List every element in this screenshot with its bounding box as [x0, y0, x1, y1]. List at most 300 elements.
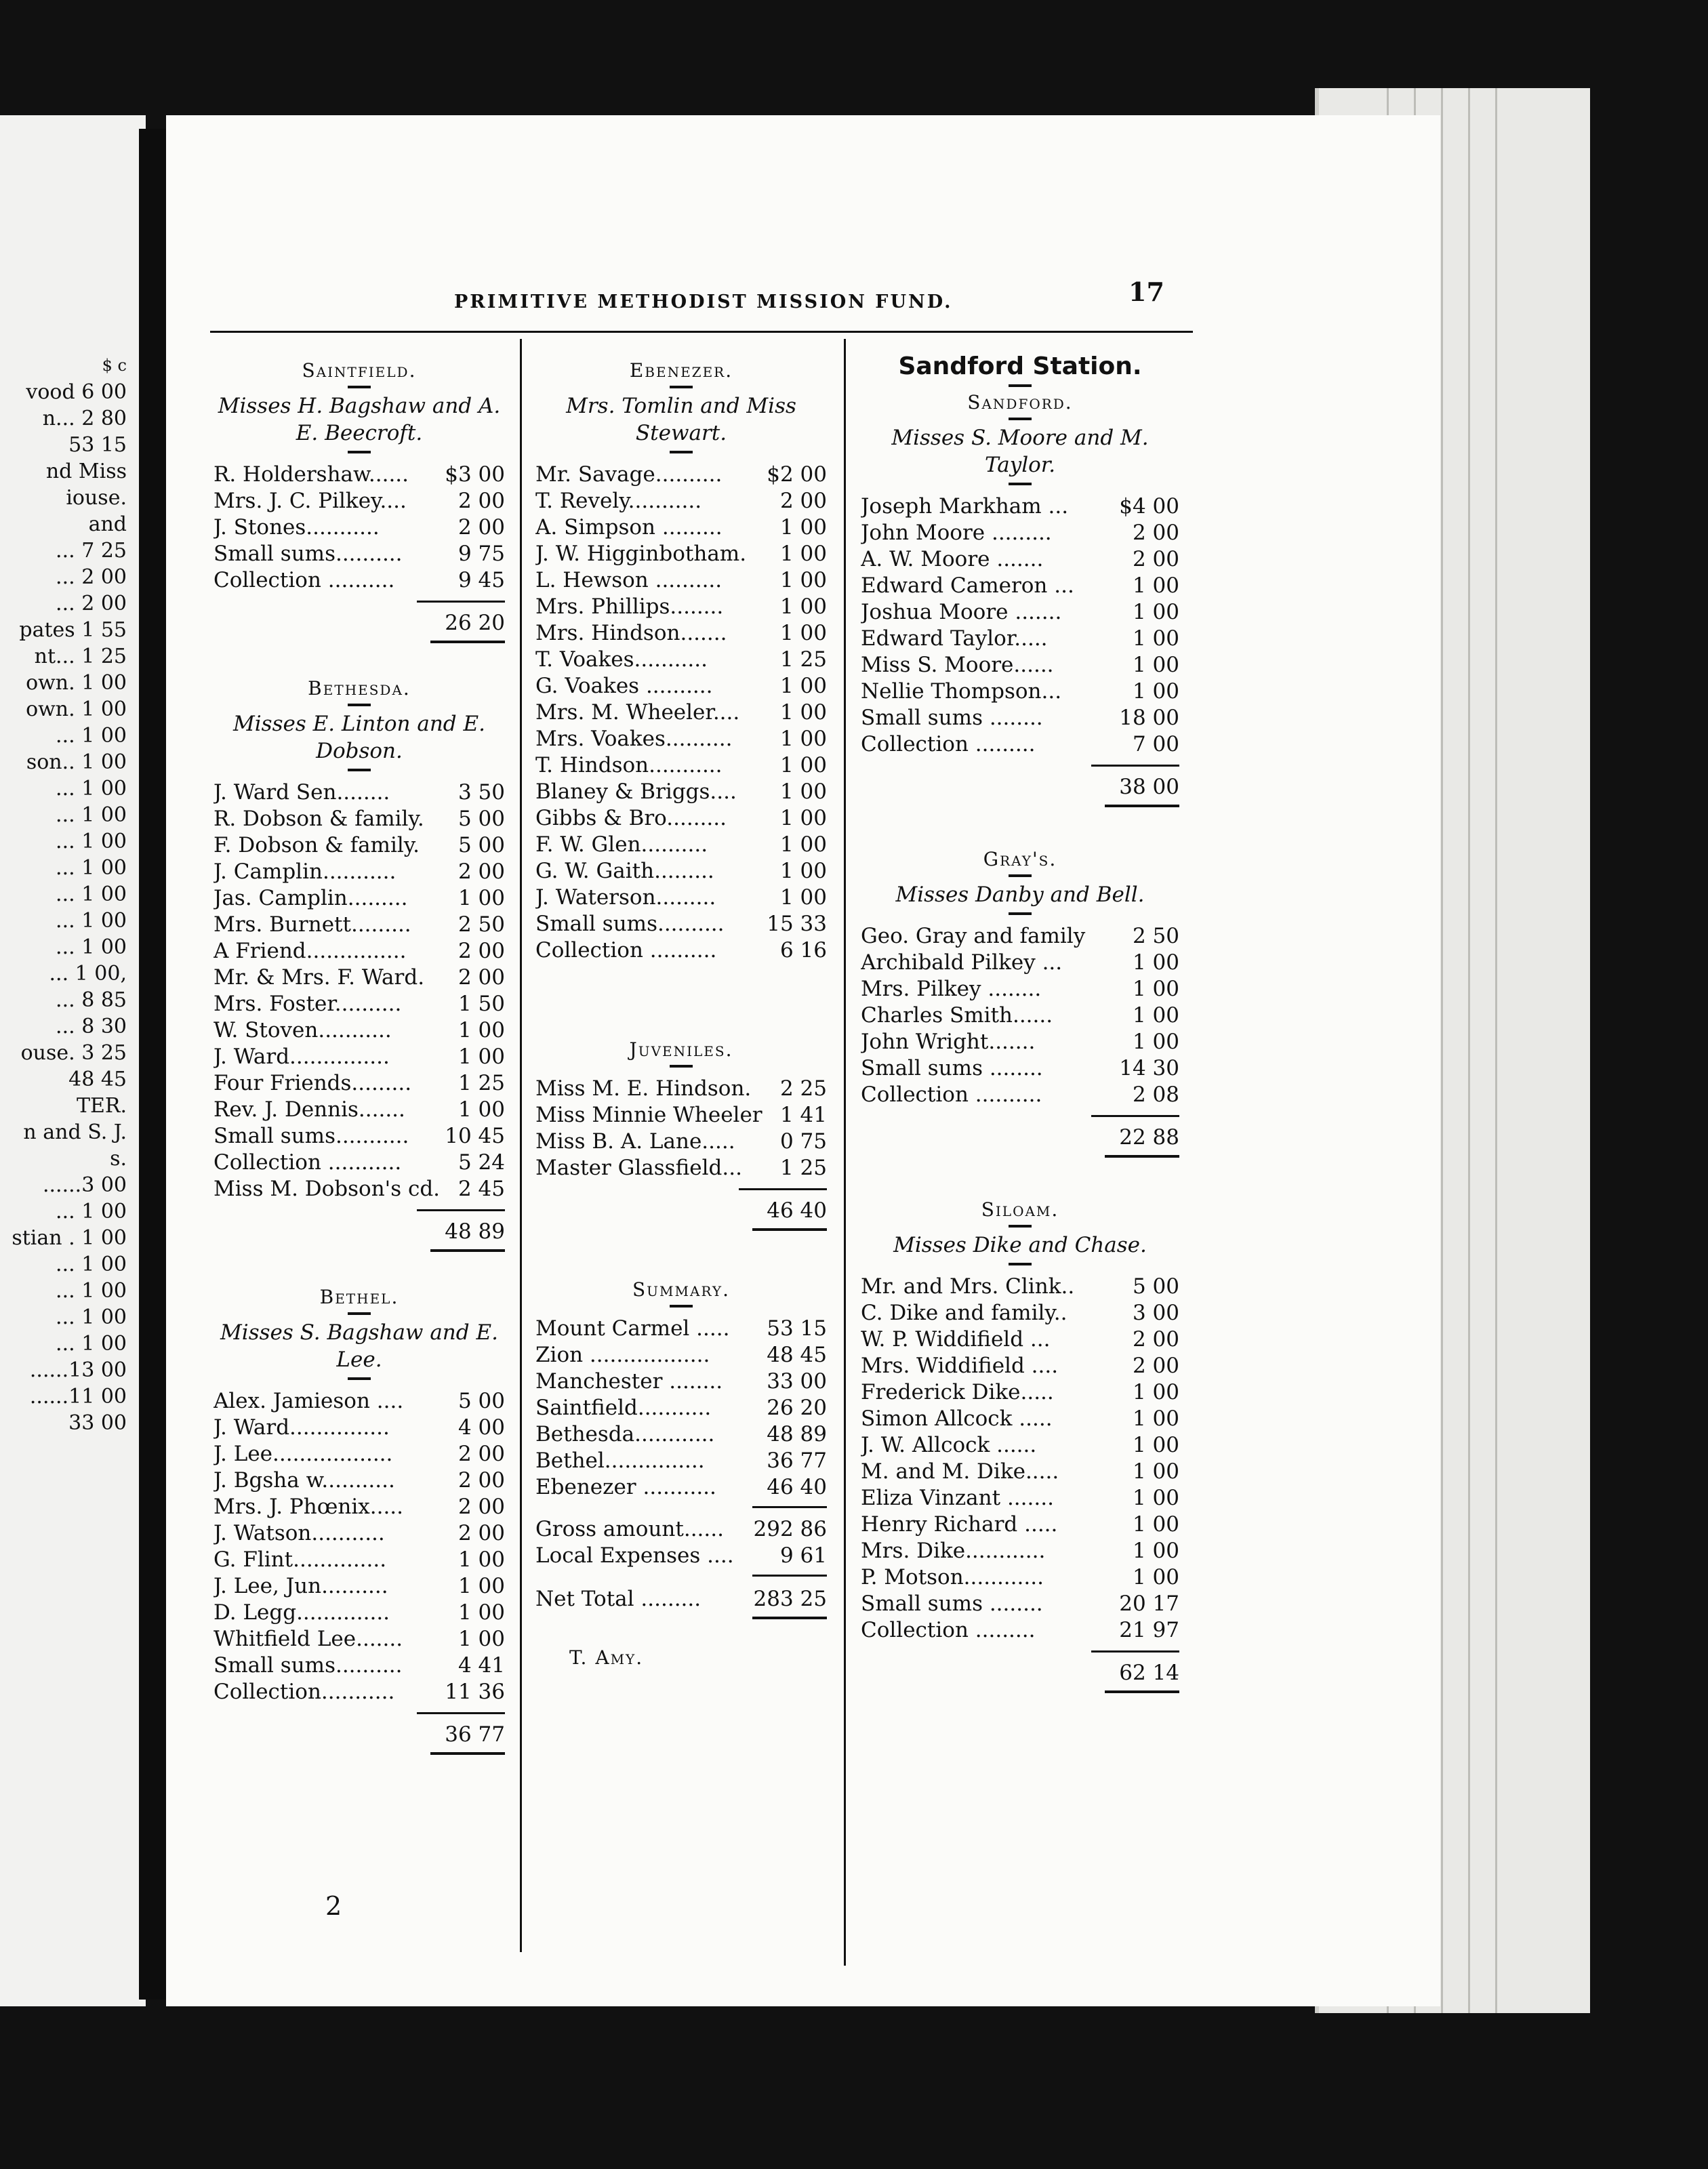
contribution-amount: 1 00: [1132, 1539, 1179, 1563]
contributor-name: Mrs. Dike............: [861, 1539, 1046, 1563]
contributor-name: Simon Allcock .....: [861, 1406, 1053, 1431]
contribution-amount: 283 25: [753, 1587, 827, 1611]
contribution-amount: 1 00: [1132, 679, 1179, 704]
section-title: Bethel.: [319, 1286, 399, 1308]
contribution-amount: 5 24: [458, 1150, 505, 1175]
contribution-list: [214, 1388, 505, 1705]
contributor-name: Nellie Thompson...: [861, 679, 1062, 704]
title-dash: [1009, 1263, 1032, 1265]
contribution-amount: 2 00: [1132, 1327, 1179, 1352]
contributor-name: Mr. & Mrs. F. Ward.: [214, 965, 425, 990]
title-dash: [1009, 1225, 1032, 1228]
contribution-amount: 1 00: [1132, 626, 1179, 651]
double-rule: [1105, 1155, 1179, 1158]
section-title: Sandford.: [967, 391, 1073, 413]
contribution-row: [535, 594, 827, 620]
previous-page-text: ... 1 00: [56, 1279, 127, 1303]
contribution-row: [214, 1547, 505, 1573]
contribution-amount: 5 00: [458, 807, 505, 831]
contributor-name: A. W. Moore .......: [861, 547, 1044, 571]
contribution-amount: 2 00: [458, 859, 505, 884]
contributor-name: T. Hindson...........: [535, 753, 723, 777]
collectors-line: Mrs. Tomlin and Miss Stewart.: [566, 394, 796, 445]
section-title: Juveniles.: [629, 1038, 733, 1061]
contribution-row: [861, 1353, 1179, 1379]
signature-mark: 2: [325, 1891, 342, 1921]
previous-page-text: ... 1 00: [56, 935, 127, 959]
title-dash: [670, 1305, 693, 1308]
contributor-name: Four Friends.........: [214, 1071, 412, 1095]
contribution-row: [535, 1155, 827, 1181]
contributor-name: W. Stoven...........: [214, 1018, 392, 1042]
contributor-name: A Friend...............: [214, 939, 407, 963]
contribution-row: [535, 779, 827, 805]
contributor-name: J. Bgsha w...........: [214, 1468, 395, 1493]
contribution-list: [214, 779, 505, 1202]
contribution-list: [535, 462, 827, 964]
contribution-row: [535, 1395, 827, 1421]
contributor-name: J. Ward...............: [214, 1045, 390, 1069]
double-rule: [430, 1249, 505, 1252]
contribution-amount: 14 30: [1119, 1056, 1179, 1080]
contribution-row: [535, 937, 827, 964]
contribution-row: [535, 462, 827, 488]
contributor-name: P. Motson............: [861, 1565, 1044, 1589]
contribution-row: [214, 779, 505, 806]
contribution-row: [535, 1421, 827, 1448]
contribution-row: [214, 514, 505, 541]
contribution-row: [214, 1097, 505, 1123]
contributor-name: Eliza Vinzant .......: [861, 1486, 1054, 1510]
title-dash: [348, 451, 371, 453]
contribution-amount: 5 00: [458, 833, 505, 857]
contributor-name: Collection ..........: [535, 938, 717, 962]
previous-page-text: ......3 00: [42, 1173, 127, 1197]
contributor-name: Collection .........: [861, 1618, 1036, 1642]
column-divider: [844, 339, 846, 1966]
contributor-name: Edward Taylor.....: [861, 626, 1048, 651]
contribution-row: [535, 1076, 827, 1102]
contributor-name: Collection ..........: [861, 1082, 1042, 1107]
contribution-amount: 1 00: [779, 753, 827, 777]
contributor-name: Joseph Markham ...: [861, 494, 1069, 519]
contributor-name: Bethel...............: [535, 1448, 705, 1473]
contribution-amount: 1 00: [779, 594, 827, 619]
previous-page-text: own. 1 00: [26, 697, 127, 721]
contribution-amount: 2 45: [458, 1177, 505, 1201]
previous-page: [0, 115, 146, 2006]
contribution-row: [861, 1538, 1179, 1564]
contribution-row: [861, 1485, 1179, 1512]
contributor-name: C. Dike and family..: [861, 1301, 1068, 1325]
title-dash: [348, 1377, 371, 1380]
previous-page-text: 48 45: [68, 1068, 127, 1091]
net-total: [535, 1586, 827, 1613]
contribution-amount: 1 00: [458, 1097, 505, 1122]
contribution-amount: 5 00: [458, 1389, 505, 1413]
contribution-row: [214, 1573, 505, 1600]
title-dash: [670, 1065, 693, 1068]
contributor-name: M. and M. Dike.....: [861, 1459, 1059, 1484]
contributor-name: Alex. Jamieson ....: [214, 1389, 404, 1413]
contribution-amount: 1 00: [779, 515, 827, 540]
section-title: Bethesda.: [308, 677, 411, 700]
previous-page-text: iouse.: [66, 486, 127, 510]
contribution-row: [214, 1494, 505, 1520]
contributor-name: Blaney & Briggs....: [535, 779, 737, 804]
contributor-name: L. Hewson ..........: [535, 568, 723, 592]
contributor-name: Miss Minnie Wheeler: [535, 1103, 762, 1127]
contribution-row: [535, 647, 827, 673]
contribution-amount: 1 00: [1132, 1512, 1179, 1537]
contribution-row: [214, 1150, 505, 1176]
contributor-name: J. Camplin...........: [214, 859, 396, 884]
contribution-row: [214, 488, 505, 514]
contribution-amount: 1 41: [779, 1103, 827, 1127]
contribution-amount: $4 00: [1119, 494, 1179, 519]
contribution-row: [214, 1017, 505, 1044]
collectors-line: Misses Dike and Chase.: [893, 1233, 1147, 1257]
contribution-row: [861, 546, 1179, 573]
contribution-amount: 33 00: [767, 1369, 827, 1394]
summary-totals: [535, 1516, 827, 1569]
double-rule: [752, 1617, 827, 1619]
contribution-amount: 9 61: [779, 1543, 827, 1568]
contributor-name: J. Ward...............: [214, 1415, 390, 1440]
signed-by: T. Amy.: [569, 1646, 644, 1669]
page-number: 17: [1128, 277, 1164, 307]
contributor-name: Frederick Dike.....: [861, 1380, 1054, 1404]
title-dash: [670, 451, 693, 453]
contribution-row: [861, 1406, 1179, 1432]
contribution-amount: 20 17: [1119, 1592, 1179, 1616]
contribution-amount: 2 00: [1132, 547, 1179, 571]
contribution-amount: 3 00: [1132, 1301, 1179, 1325]
contribution-row: [535, 1369, 827, 1395]
previous-page-text: stian . 1 00: [12, 1226, 127, 1250]
previous-page-text: ... 1 00: [56, 856, 127, 880]
contribution-amount: 1 00: [458, 1600, 505, 1625]
double-rule: [1105, 1690, 1179, 1693]
currency-header: $ c: [102, 356, 127, 375]
contribution-row: [861, 1055, 1179, 1082]
contributor-name: J. Watson...........: [214, 1521, 385, 1545]
previous-page-text: nt... 1 25: [34, 645, 127, 668]
contribution-row: [214, 1415, 505, 1441]
previous-page-text: 53 15: [68, 433, 127, 457]
contribution-row: [861, 923, 1179, 950]
contributor-name: Zion ..................: [535, 1343, 710, 1367]
contributor-name: T. Revely...........: [535, 489, 702, 513]
contribution-amount: 1 00: [1132, 1380, 1179, 1404]
contribution-row: [861, 1617, 1179, 1644]
contributor-name: Geo. Gray and family: [861, 924, 1086, 948]
contributor-name: Mrs. J. Phœnix.....: [214, 1495, 404, 1519]
contribution-amount: 18 00: [1119, 706, 1179, 730]
contribution-amount: 1 00: [458, 1627, 505, 1651]
contribution-amount: 1 00: [1132, 1565, 1179, 1589]
contribution-amount: 1 00: [1132, 977, 1179, 1001]
contribution-row: [214, 832, 505, 859]
contributor-name: Collection ...........: [214, 1150, 402, 1175]
previous-page-text: ... 1 00: [56, 883, 127, 906]
contribution-row: [861, 1459, 1179, 1485]
double-rule: [1105, 805, 1179, 807]
contribution-row: [214, 1176, 505, 1202]
running-header: PRIMITIVE METHODIST MISSION FUND.: [454, 291, 953, 312]
previous-page-text: ... 1 00: [56, 777, 127, 800]
contribution-row: [535, 1586, 827, 1613]
contributor-name: Mrs. Burnett.........: [214, 912, 411, 937]
contribution-row: [214, 1044, 505, 1070]
previous-page-text: n... 2 80: [42, 407, 127, 430]
contributor-name: Mrs. M. Wheeler....: [535, 700, 740, 725]
section-title: Ebenezer.: [629, 359, 733, 382]
contribution-amount: 3 50: [458, 780, 505, 805]
contribution-amount: 1 00: [779, 727, 827, 751]
previous-page-text: ... 8 85: [56, 988, 127, 1012]
previous-page-text: ......13 00: [29, 1358, 127, 1382]
contributor-name: G. Flint..............: [214, 1547, 387, 1572]
previous-page-text: ... 1 00: [56, 1253, 127, 1276]
contributor-name: Gross amount......: [535, 1517, 724, 1541]
contributor-name: Collection ..........: [214, 568, 395, 592]
contribution-amount: 2 00: [458, 965, 505, 990]
book-page: [166, 115, 1440, 2006]
contribution-amount: 2 25: [779, 1076, 827, 1101]
contribution-amount: 1 00: [779, 806, 827, 830]
contributor-name: Gibbs & Bro.........: [535, 806, 727, 830]
contributor-name: Small sums ........: [861, 1592, 1043, 1616]
previous-page-text: ... 2 00: [56, 565, 127, 589]
contributor-name: Joshua Moore .......: [861, 600, 1062, 624]
contribution-amount: 1 00: [1132, 1406, 1179, 1431]
contribution-row: [861, 1326, 1179, 1353]
previous-page-text: n and S. J.: [23, 1120, 127, 1144]
contributor-name: Mrs. Foster..........: [214, 992, 402, 1016]
contribution-amount: 2 50: [1132, 924, 1179, 948]
contribution-amount: 1 00: [458, 1018, 505, 1042]
contribution-row: [214, 1520, 505, 1547]
contribution-amount: 2 00: [458, 1442, 505, 1466]
contribution-row: [861, 1002, 1179, 1029]
contributor-name: Local Expenses ....: [535, 1543, 734, 1568]
contributor-name: G. Voakes ..........: [535, 674, 713, 698]
title-dash: [1009, 418, 1032, 420]
contribution-list: [861, 493, 1179, 758]
collectors-line: Misses H. Bagshaw and A. E. Beecroft.: [218, 394, 501, 445]
contribution-row: [535, 911, 827, 937]
contribution-amount: 21 97: [1119, 1618, 1179, 1642]
contribution-row: [861, 573, 1179, 599]
contribution-amount: 15 33: [767, 912, 827, 936]
previous-page-text: ouse. 3 25: [20, 1041, 127, 1065]
contribution-amount: 2 00: [458, 1468, 505, 1493]
contributor-name: Henry Richard .....: [861, 1512, 1058, 1537]
contributor-name: F. Dobson & family.: [214, 833, 420, 857]
contribution-row: [861, 599, 1179, 626]
contribution-row: [214, 1070, 505, 1097]
contributor-name: Mrs. Widdifield ....: [861, 1354, 1059, 1378]
previous-page-text: vood 6 00: [26, 380, 127, 404]
contributor-name: Archibald Pilkey ...: [861, 950, 1063, 975]
contribution-amount: 6 16: [779, 938, 827, 962]
contributor-name: J. Waterson.........: [535, 885, 716, 910]
previous-page-text: son.. 1 00: [26, 750, 127, 774]
contribution-row: [861, 520, 1179, 546]
station-title: Sandford Station.: [898, 352, 1142, 380]
contribution-row: [535, 805, 827, 832]
contribution-row: [214, 1388, 505, 1415]
contributor-name: Mrs. Pilkey ........: [861, 977, 1042, 1001]
contribution-row: [535, 832, 827, 858]
title-dash: [1009, 874, 1032, 877]
contributor-name: Mrs. Phillips........: [535, 594, 724, 619]
previous-page-text: ... 1 00: [56, 803, 127, 827]
contribution-list: [214, 462, 505, 594]
contribution-row: [214, 1441, 505, 1467]
contribution-row: [861, 705, 1179, 731]
contribution-amount: 53 15: [767, 1316, 827, 1341]
contribution-amount: 9 45: [458, 568, 505, 592]
contribution-row: [214, 806, 505, 832]
contribution-row: [214, 938, 505, 965]
contributor-name: Net Total .........: [535, 1587, 702, 1611]
contributor-name: Mr. and Mrs. Clink..: [861, 1274, 1075, 1299]
contribution-row: [861, 731, 1179, 758]
contribution-amount: 1 50: [458, 992, 505, 1016]
contribution-amount: 1 25: [779, 647, 827, 672]
contributor-name: J. Ward Sen........: [214, 780, 390, 805]
contributor-name: Mr. Savage..........: [535, 462, 723, 487]
column-2: [535, 359, 827, 1669]
contribution-amount: 1 00: [779, 700, 827, 725]
previous-page-text: ... 2 00: [56, 592, 127, 615]
contribution-row: [214, 1600, 505, 1626]
double-rule: [430, 641, 505, 643]
contribution-row: [535, 1543, 827, 1569]
previous-page-text: s.: [110, 1147, 127, 1171]
column-divider: [520, 339, 522, 1952]
contributor-name: Small sums..........: [535, 912, 725, 936]
contributor-name: Collection .........: [861, 732, 1036, 756]
title-dash: [1009, 384, 1032, 387]
contribution-amount: 1 00: [458, 1045, 505, 1069]
contribution-row: [214, 541, 505, 567]
contribution-amount: 1 00: [1132, 1433, 1179, 1457]
section-total: 22 88: [1119, 1125, 1179, 1150]
contributor-name: J. Lee..................: [214, 1442, 393, 1466]
contributor-name: Small sums ........: [861, 1056, 1043, 1080]
section-title: Gray's.: [983, 848, 1057, 870]
contribution-row: [535, 1448, 827, 1474]
contribution-amount: 2 08: [1132, 1082, 1179, 1107]
contribution-row: [535, 514, 827, 541]
previous-page-text: pates 1 55: [19, 618, 127, 642]
contribution-amount: 1 00: [779, 832, 827, 857]
contributor-name: Edward Cameron ...: [861, 573, 1074, 598]
previous-page-text: ... 8 30: [56, 1015, 127, 1038]
contributor-name: Collection...........: [214, 1680, 395, 1704]
previous-page-text: TER.: [76, 1094, 127, 1118]
previous-page-text: ... 1 00: [56, 1200, 127, 1223]
contribution-row: [535, 1474, 827, 1501]
contribution-row: [535, 1316, 827, 1342]
contribution-row: [535, 858, 827, 885]
contribution-row: [535, 488, 827, 514]
contribution-row: [535, 1129, 827, 1155]
contributor-name: J. W. Higginbotham.: [535, 542, 747, 566]
contributor-name: Miss S. Moore......: [861, 653, 1054, 677]
contribution-row: [861, 1379, 1179, 1406]
contribution-amount: 11 36: [445, 1680, 505, 1704]
contribution-amount: 46 40: [767, 1475, 827, 1499]
contribution-amount: 1 00: [458, 886, 505, 910]
section-title: Saintfield.: [302, 359, 417, 382]
contribution-row: [861, 1082, 1179, 1108]
contributor-name: Mrs. Hindson.......: [535, 621, 727, 645]
contribution-row: [861, 652, 1179, 678]
contribution-amount: 36 77: [767, 1448, 827, 1473]
contributor-name: A. Simpson .........: [535, 515, 723, 540]
contribution-row: [861, 1564, 1179, 1591]
contribution-amount: 292 86: [753, 1517, 827, 1541]
contribution-row: [861, 626, 1179, 652]
contribution-amount: 2 00: [458, 939, 505, 963]
contribution-amount: 1 25: [779, 1156, 827, 1180]
contributor-name: R. Dobson & family.: [214, 807, 424, 831]
contribution-amount: 2 00: [458, 489, 505, 513]
contribution-amount: 1 00: [779, 859, 827, 883]
contribution-amount: 10 45: [445, 1124, 505, 1148]
contribution-amount: 4 00: [458, 1415, 505, 1440]
contribution-row: [535, 541, 827, 567]
section-total: 36 77: [445, 1722, 505, 1747]
contribution-row: [861, 1274, 1179, 1300]
contribution-amount: 9 75: [458, 542, 505, 566]
contribution-row: [214, 1626, 505, 1653]
previous-page-fragment: [0, 352, 127, 1436]
contributor-name: G. W. Gaith.........: [535, 859, 714, 883]
previous-page-text: 33 00: [68, 1411, 127, 1435]
total-rule: [752, 1506, 827, 1508]
contributor-name: John Wright.......: [861, 1030, 1036, 1054]
contribution-amount: 2 00: [458, 1495, 505, 1519]
double-rule: [430, 1752, 505, 1755]
column-1: [214, 359, 505, 1755]
contributor-name: Bethesda............: [535, 1422, 715, 1446]
contribution-row: [214, 859, 505, 885]
contributor-name: Small sums...........: [214, 1124, 409, 1148]
contribution-amount: 48 45: [767, 1343, 827, 1367]
contributor-name: Charles Smith......: [861, 1003, 1053, 1028]
contribution-amount: 1 00: [458, 1547, 505, 1572]
section-total: 62 14: [1119, 1661, 1179, 1685]
contributor-name: Miss M. E. Hindson.: [535, 1076, 752, 1101]
contributor-name: Miss B. A. Lane.....: [535, 1129, 735, 1154]
contribution-row: [214, 462, 505, 488]
title-dash: [670, 386, 693, 388]
contribution-amount: 1 00: [779, 621, 827, 645]
contributor-name: Mount Carmel .....: [535, 1316, 730, 1341]
contributor-name: Whitfield Lee.......: [214, 1627, 403, 1651]
section-total: 26 20: [445, 611, 505, 635]
collectors-line: Misses E. Linton and E. Dobson.: [233, 712, 485, 763]
collectors-line: Misses S. Moore and M. Taylor.: [891, 426, 1149, 477]
contributor-name: D. Legg..............: [214, 1600, 390, 1625]
contribution-amount: 1 00: [1132, 1486, 1179, 1510]
header-rule: [210, 331, 1193, 333]
